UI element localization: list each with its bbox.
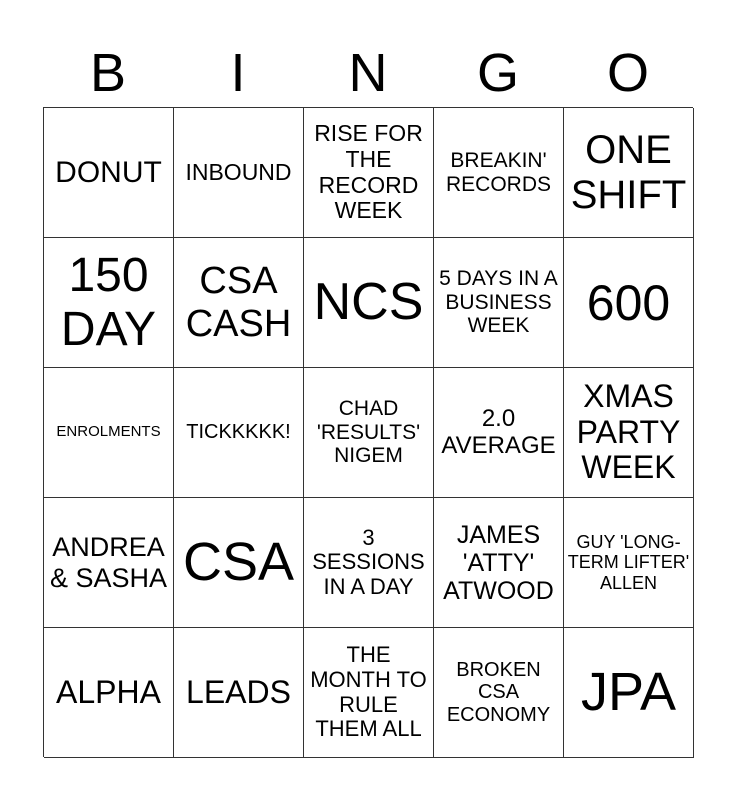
header-letter-o: O bbox=[606, 43, 649, 103]
bingo-cell-text: 2.0 AVERAGE bbox=[441, 404, 556, 459]
bingo-cell-text: GUY 'LONG-TERM LIFTER' ALLEN bbox=[567, 532, 690, 593]
bingo-cell[interactable] bbox=[304, 238, 434, 368]
bingo-cell[interactable] bbox=[174, 628, 304, 758]
bingo-cell-text: 150 DAY bbox=[60, 248, 157, 356]
bingo-cell[interactable] bbox=[174, 238, 304, 368]
bingo-cell[interactable] bbox=[174, 368, 304, 498]
bingo-board bbox=[43, 107, 693, 757]
bingo-cell-text: THE MONTH TO RULE THEM ALL bbox=[310, 642, 427, 742]
header-letter-i: I bbox=[230, 43, 246, 103]
bingo-cell[interactable] bbox=[174, 498, 304, 628]
bingo-cell[interactable] bbox=[44, 628, 174, 758]
bingo-cell-text: TICKKKKK! bbox=[186, 421, 291, 444]
bingo-cell-text: JAMES 'ATTY' ATWOOD bbox=[443, 520, 554, 605]
bingo-cell-text: BREAKIN' RECORDS bbox=[445, 148, 551, 196]
bingo-cell-text: ONE SHIFT bbox=[570, 127, 687, 217]
bingo-cell-text: CHAD 'RESULTS' NIGEM bbox=[316, 397, 421, 468]
bingo-cell[interactable] bbox=[434, 628, 564, 758]
bingo-cell-text: ANDREA & SASHA bbox=[49, 532, 168, 593]
bingo-cell[interactable] bbox=[434, 108, 564, 238]
bingo-cell[interactable] bbox=[44, 238, 174, 368]
bingo-cell[interactable] bbox=[564, 108, 694, 238]
bingo-cell-text: INBOUND bbox=[185, 158, 292, 185]
bingo-cell[interactable] bbox=[564, 238, 694, 368]
bingo-cell-text: DONUT bbox=[55, 155, 162, 189]
bingo-cell-text: 3 SESSIONS IN A DAY bbox=[312, 524, 425, 599]
bingo-cell[interactable] bbox=[44, 108, 174, 238]
bingo-cell-text: LEADS bbox=[186, 673, 291, 710]
bingo-cell[interactable] bbox=[304, 498, 434, 628]
bingo-cell-text: XMAS PARTY WEEK bbox=[576, 377, 681, 486]
bingo-cell[interactable] bbox=[434, 368, 564, 498]
bingo-cell-text: NCS bbox=[313, 273, 424, 332]
bingo-cell-text: BROKEN CSA ECONOMY bbox=[446, 658, 551, 726]
header-letter-b: B bbox=[89, 43, 127, 103]
bingo-cell-text: ALPHA bbox=[56, 673, 161, 710]
bingo-cell[interactable] bbox=[44, 498, 174, 628]
bingo-cell-text: JPA bbox=[580, 662, 677, 723]
bingo-cell[interactable] bbox=[44, 368, 174, 498]
bingo-cell-text: RISE FOR THE RECORD WEEK bbox=[314, 120, 423, 224]
bingo-cell[interactable] bbox=[564, 368, 694, 498]
bingo-cell[interactable] bbox=[434, 498, 564, 628]
bingo-header bbox=[43, 40, 693, 106]
bingo-cell[interactable] bbox=[304, 368, 434, 498]
bingo-cell-text: 600 bbox=[586, 274, 671, 331]
bingo-cell-text: CSA CASH bbox=[185, 259, 292, 345]
bingo-cell-text: ENROLMENTS bbox=[56, 423, 161, 441]
bingo-cell[interactable] bbox=[304, 108, 434, 238]
bingo-cell[interactable] bbox=[434, 238, 564, 368]
bingo-cell-text: 5 DAYS IN A BUSINESS WEEK bbox=[439, 267, 558, 338]
bingo-cell-text: CSA bbox=[182, 532, 295, 593]
bingo-cell[interactable] bbox=[564, 628, 694, 758]
header-letter-g: G bbox=[476, 43, 519, 103]
bingo-cell[interactable] bbox=[564, 498, 694, 628]
bingo-cell[interactable] bbox=[304, 628, 434, 758]
bingo-cell[interactable] bbox=[174, 108, 304, 238]
header-letter-n: N bbox=[348, 43, 388, 103]
